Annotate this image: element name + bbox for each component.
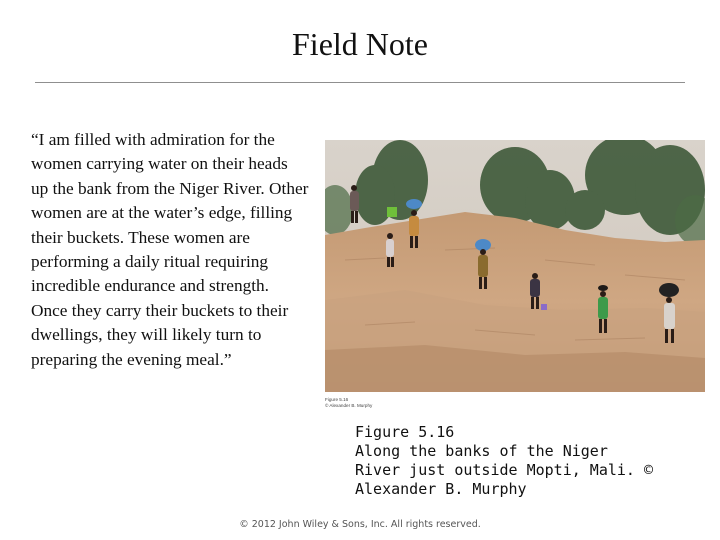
caption-line-2: Along the banks of the Niger — [355, 442, 608, 460]
copyright-footer: © 2012 John Wiley & Sons, Inc. All rights reserved. — [239, 519, 481, 530]
photo-credit-figure: Figure 5.16 — [325, 397, 349, 402]
figure-caption — [355, 423, 675, 499]
caption-line-1: Figure 5.16 — [355, 423, 455, 441]
field-note-quote: “I am filled with admiration for the women carrying water on their heads up the bank from the Niger River. Other women are at the water’s edge, filling their buckets. These women are performing a daily ritual requiring incredible endurance and strength. Once they carry their buckets to their dwellings, they will likely turn to preparing the evening meal.” — [31, 130, 309, 369]
caption-line-4: Alexander B. Murphy — [355, 480, 527, 498]
riverbank-photo — [325, 140, 705, 392]
photo-credit-author: © Alexander B. Murphy — [325, 403, 373, 408]
slide-title: Field Note — [292, 26, 428, 62]
caption-line-3: River just outside Mopti, Mali. © — [355, 461, 654, 479]
photo-credit — [325, 397, 465, 409]
title-divider — [35, 82, 685, 83]
